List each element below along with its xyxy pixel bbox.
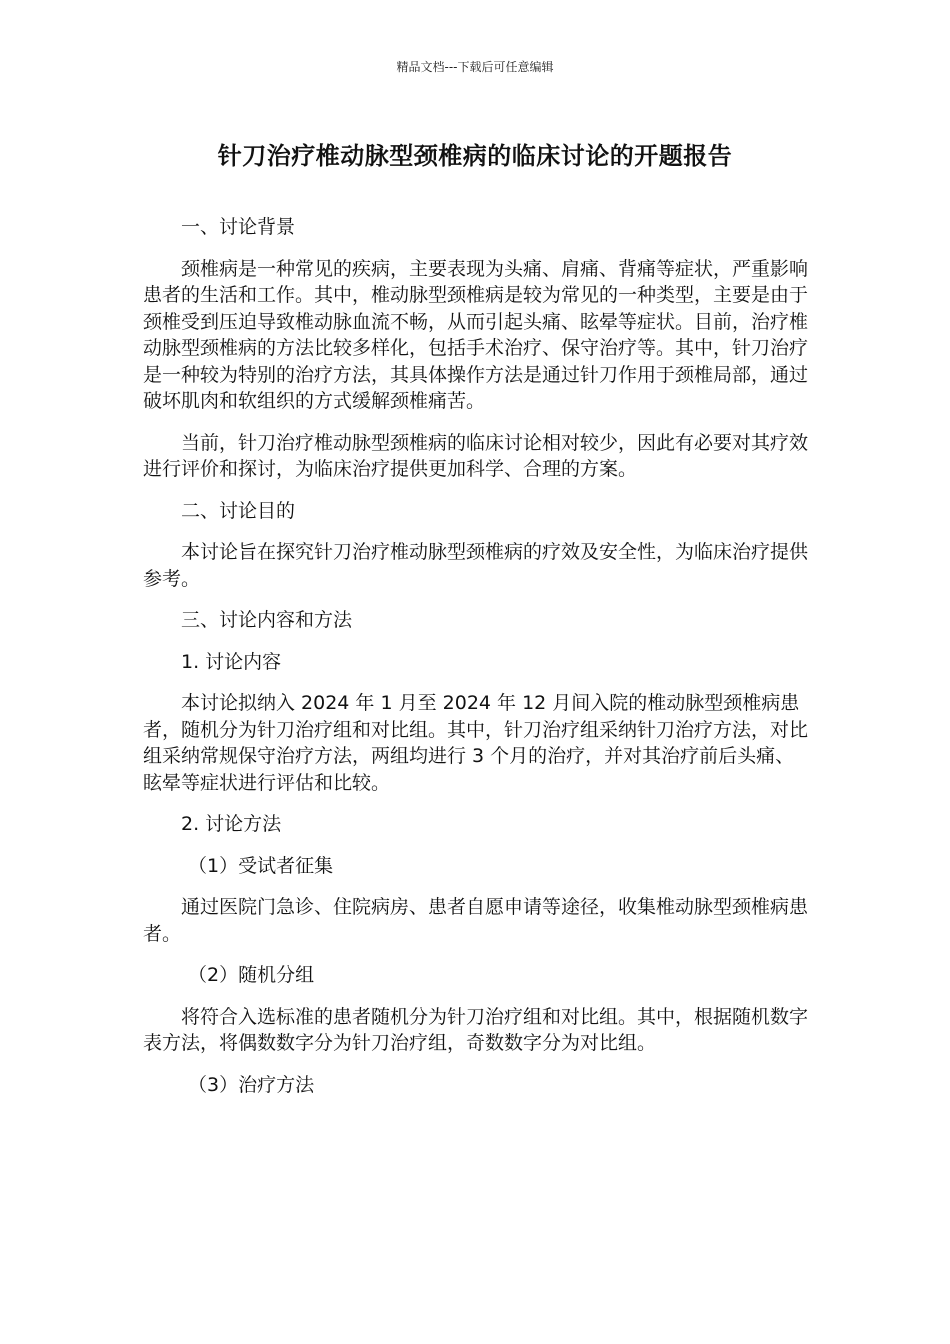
document-body	[143, 214, 808, 1113]
paragraph-content: 本讨论拟纳入 2024 年 1 月至 2024 年 12 月间入院的椎动脉型颈椎病患者，随机分为针刀治疗组和对比组。其中，针刀治疗组采纳针刀治疗方法，对比组采纳常规保守治疗方法，两组均进行 3 个月的治疗，并对其治疗前后头痛、眩晕等症状进行评估和比较。	[143, 692, 809, 794]
section-heading-background: 一、讨论背景	[181, 216, 296, 238]
header-note: 精品文档---下载后可任意编辑	[396, 60, 554, 74]
section-heading-purpose: 二、讨论目的	[181, 499, 296, 522]
subsection-heading-methods: 2. 讨论方法	[181, 813, 282, 835]
section-heading-content-methods: 三、讨论内容和方法	[181, 609, 353, 631]
document-title: 针刀治疗椎动脉型颈椎病的临床讨论的开题报告	[217, 142, 733, 170]
subsection-heading-content: 1. 讨论内容	[181, 650, 282, 673]
paragraph-randomization: 将符合入选标准的患者随机分为针刀治疗组和对比组。其中，根据随机数字表方法，将偶数数字分为针刀治疗组，奇数数字分为对比组。	[143, 1005, 809, 1054]
item-heading-recruitment: （1）受试者征集	[188, 854, 334, 877]
paragraph-background-2: 当前，针刀治疗椎动脉型颈椎病的临床讨论相对较少，因此有必要对其疗效进行评价和探讨，为临床治疗提供更加科学、合理的方案。	[143, 431, 809, 480]
paragraph-background-1: 颈椎病是一种常见的疾病，主要表现为头痛、肩痛、背痛等症状，严重影响患者的生活和工作。其中，椎动脉型颈椎病是较为常见的一种类型，主要是由于颈椎受到压迫导致椎动脉血流不畅，从而引起头痛、眩晕等症状。目前，治疗椎动脉型颈椎病的方法比较多样化，包括手术治疗、保守治疗等。其中，针刀治疗是一种较为特别的治疗方法，其具体操作方法是通过针刀作用于颈椎局部，通过破坏肌肉和软组织的方式缓解颈椎痛苦。	[143, 257, 809, 412]
paragraph-purpose: 本讨论旨在探究针刀治疗椎动脉型颈椎病的疗效及安全性，为临床治疗提供参考。	[143, 541, 809, 590]
item-heading-treatment: （3）治疗方法	[188, 1073, 315, 1096]
item-heading-randomization: （2）随机分组	[188, 964, 315, 986]
paragraph-recruitment: 通过医院门急诊、住院病房、患者自愿申请等途径，收集椎动脉型颈椎病患者。	[143, 896, 809, 945]
